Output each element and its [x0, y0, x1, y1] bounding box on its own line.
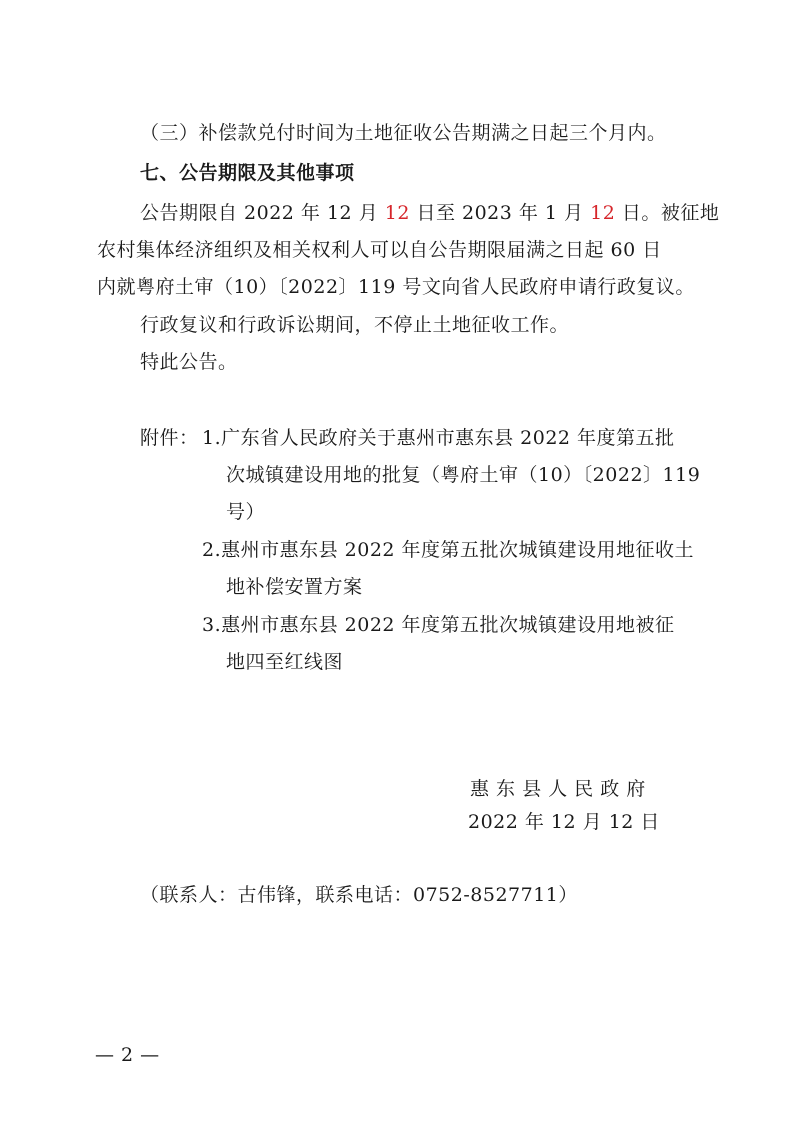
attachment-item-3-line2: 地四至红线图 — [226, 651, 344, 673]
attachment-item-2-line2: 地补偿安置方案 — [226, 576, 363, 598]
attachment-item-1-line2: 次城镇建设用地的批复（粤府土审（10）〔2022〕119 — [226, 464, 701, 486]
paragraph-review: 行政复议和行政诉讼期间，不停止土地征收工作。 — [140, 314, 570, 336]
signature-organization: 惠 东 县 人 民 政 府 — [470, 778, 646, 800]
attachment-item-3-line1: 3.惠州市惠东县 2022 年度第五批次城镇建设用地被征 — [202, 614, 675, 636]
attachments-label: 附件： — [140, 427, 199, 449]
signature-date: 2022 年 12 月 12 日 — [468, 811, 660, 833]
attachment-item-2-line1: 2.惠州市惠东县 2022 年度第五批次城镇建设用地征收土 — [202, 539, 695, 561]
paragraph-compensation-time: （三）补偿款兑付时间为土地征收公告期满之日起三个月内。 — [140, 122, 667, 144]
notice-period-prefix: 公告期限自 2022 年 12 月 — [140, 202, 385, 224]
attachment-item-1-line1: 1.广东省人民政府关于惠州市惠东县 2022 年度第五批 — [202, 427, 675, 449]
notice-period-line1 — [140, 200, 719, 226]
contact-info: （联系人：古伟锋，联系电话：0752-8527711） — [140, 884, 578, 906]
section-heading-seven: 七、公告期限及其他事项 — [140, 162, 355, 184]
paragraph-notice: 特此公告。 — [140, 351, 238, 373]
notice-period-suffix: 日。被征地 — [615, 202, 720, 224]
attachment-item-1-line3: 号） — [226, 501, 266, 523]
notice-period-middle: 日至 2023 年 1 月 — [409, 202, 591, 224]
notice-period-line3: 内就粤府土审（10）〔2022〕119 号文向省人民政府申请行政复议。 — [97, 276, 695, 298]
page-number: — 2 — — [95, 1044, 160, 1066]
notice-period-start-day: 12 — [384, 202, 410, 224]
notice-period-end-day: 12 — [590, 202, 616, 224]
notice-period-line2: 农村集体经济组织及相关权利人可以自公告期限届满之日起 60 日 — [97, 239, 662, 261]
